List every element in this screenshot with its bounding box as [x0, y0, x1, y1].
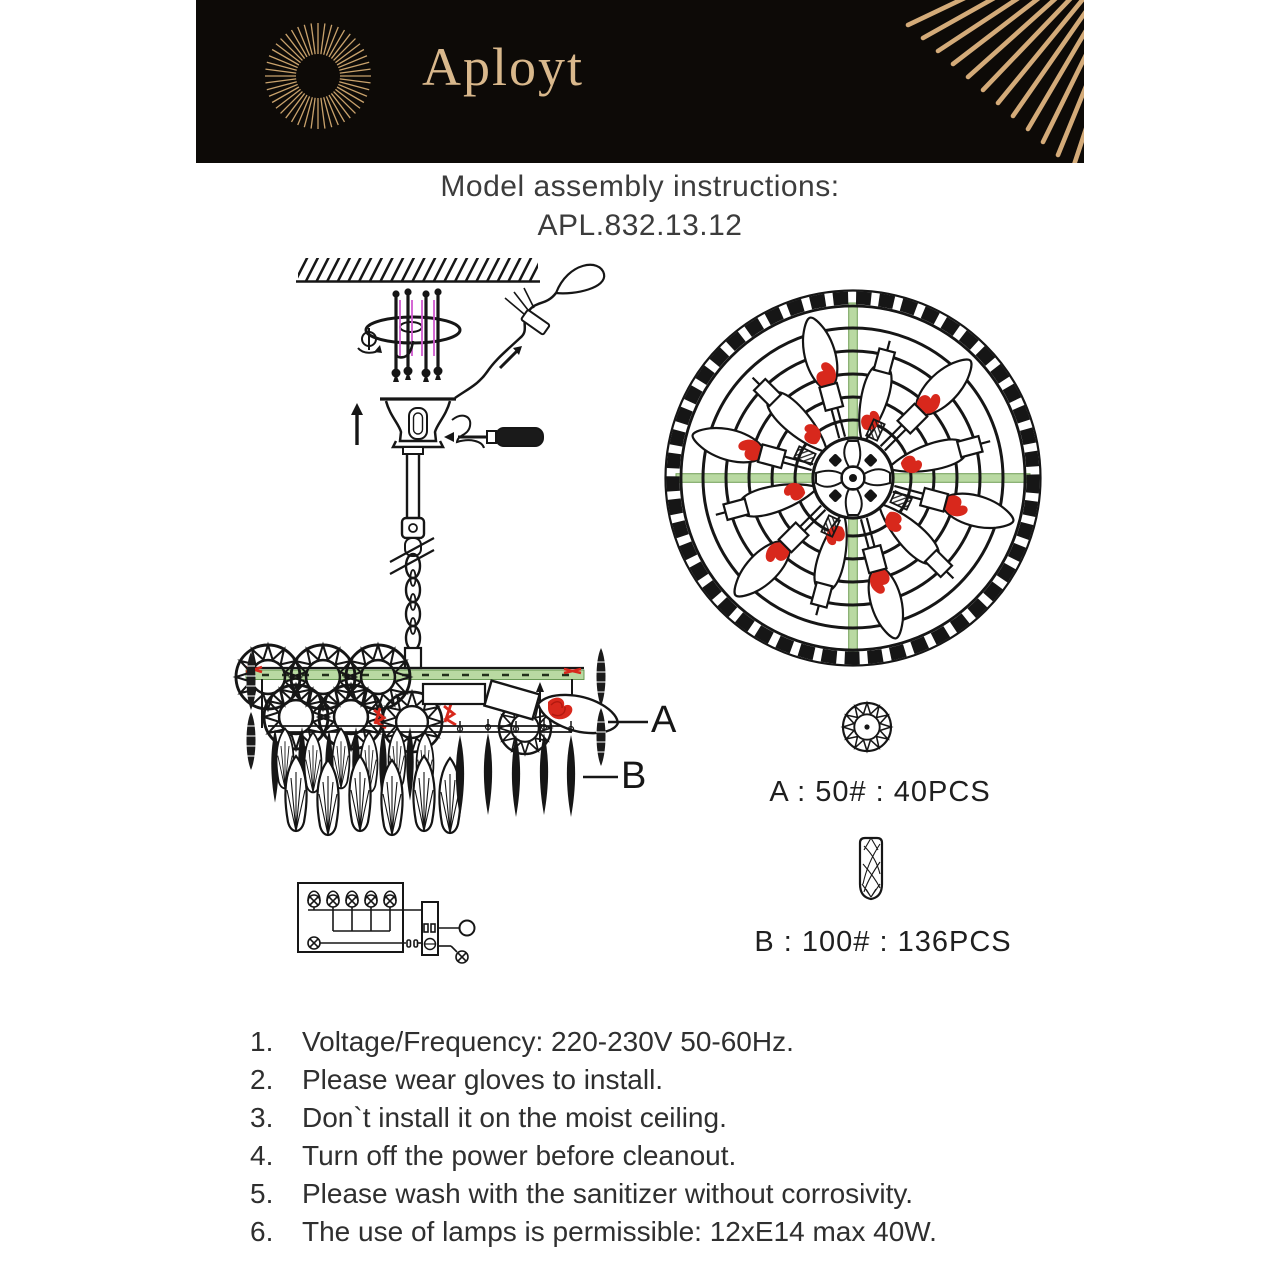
- item-number: 2.: [250, 1064, 274, 1095]
- model-number: APL.832.13.12: [537, 209, 743, 242]
- screwdriver-icon: [444, 416, 543, 448]
- item-number: 4.: [250, 1140, 274, 1171]
- round-crystal-icon: [843, 703, 891, 751]
- item-text: Please wear gloves to install.: [302, 1064, 664, 1095]
- item-text: Turn off the power before cleanout.: [302, 1140, 737, 1171]
- canopy-drawing: [380, 399, 456, 447]
- page-title: Model assembly instructions:: [440, 170, 840, 203]
- list-item: [250, 1064, 1100, 1102]
- up-arrow-icon: [351, 403, 363, 445]
- brand-name: Aployt: [422, 37, 585, 97]
- item-number: 3.: [250, 1102, 274, 1133]
- chandelier-side-drawing: [236, 645, 648, 835]
- suspension-chain-drawing: [390, 447, 434, 668]
- wiring-diagram: [298, 883, 475, 963]
- power-cord-drawing: [455, 265, 604, 398]
- list-item: [250, 1102, 1100, 1140]
- hub-drawing: [813, 438, 893, 518]
- item-number: 6.: [250, 1216, 274, 1247]
- list-item: [250, 1140, 1100, 1178]
- chandelier-top-view-drawing: [666, 291, 1041, 666]
- item-text: The use of lamps is permissible: 12xE14 max 40W.: [302, 1216, 937, 1247]
- mounting-bracket-drawing: [358, 288, 460, 382]
- ceiling-hatch-drawing: [296, 258, 540, 282]
- list-item: [250, 1216, 1100, 1254]
- callout-a: A: [651, 699, 677, 741]
- part-b-label: B : 100# : 136PCS: [754, 926, 1012, 958]
- rod-crystal-icon: [860, 838, 882, 899]
- item-text: Please wash with the sanitizer without corrosivity.: [302, 1178, 914, 1209]
- callout-b: B: [621, 755, 647, 797]
- item-text: Don`t install it on the moist ceiling.: [302, 1102, 727, 1133]
- list-item: [250, 1178, 1100, 1216]
- item-text: Voltage/Frequency: 220-230V 50-60Hz.: [302, 1026, 794, 1057]
- instructions-list: [250, 1026, 1100, 1254]
- list-item: [250, 1026, 1100, 1064]
- part-a-label: A : 50# : 40PCS: [769, 776, 991, 808]
- item-number: 5.: [250, 1178, 274, 1209]
- item-number: 1.: [250, 1026, 274, 1057]
